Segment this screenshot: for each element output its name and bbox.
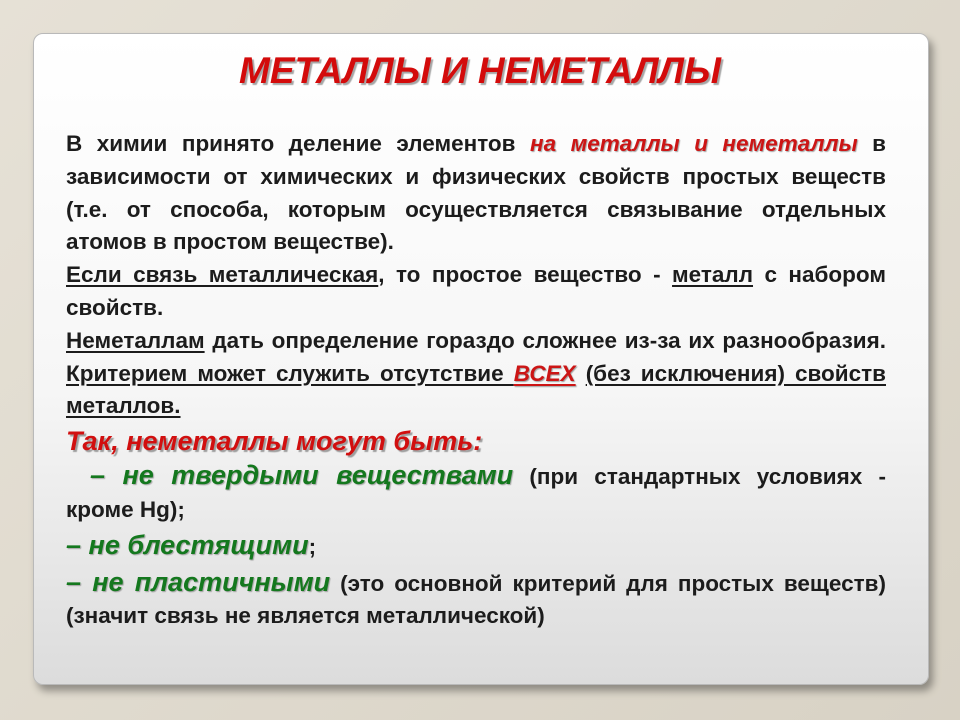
- list-item-not-shiny: [66, 529, 886, 564]
- body-text: [66, 128, 886, 633]
- item-note: ;: [308, 533, 317, 559]
- list-item-not-solid: [66, 459, 886, 527]
- nonmetal-definition-text: дать определение гораздо сложнее из-за их разнообразия.: [204, 327, 886, 353]
- item-note: (при стандартных условиях - кроме Hg);: [66, 464, 886, 522]
- slide-title: МЕТАЛЛЫ И НЕМЕТАЛЛЫ: [239, 50, 721, 91]
- item-prefix: –: [90, 460, 123, 491]
- metals-nonmetals-highlight: на металлы и неметаллы: [530, 131, 858, 156]
- item-term: не блестящими: [88, 529, 309, 560]
- paragraph-metal-definition: [66, 259, 886, 325]
- item-term: не пластичными: [92, 566, 331, 597]
- criterion-phrase: Критерием может служить отсутствие: [66, 360, 514, 386]
- paragraph-nonmetal-definition: [66, 325, 886, 423]
- paragraph-intro: [66, 128, 886, 259]
- metallic-bond-phrase: Если связь металлическая: [66, 262, 379, 288]
- criterion-tail: (без исключения) свойств металлов.: [66, 360, 886, 419]
- metal-definition-tail: с набором свойств.: [66, 262, 886, 320]
- all-word: ВСЕХ: [513, 360, 576, 386]
- item-term: не твердыми веществами: [122, 460, 514, 491]
- metal-definition-text: , то простое вещество -: [378, 262, 673, 288]
- intro-tail: в зависимости от химических и физических свойств простых веществ (т.е. от способа, которым осуществляется связывание отдельных атомов в простом веществе).: [66, 131, 887, 255]
- item-prefix: –: [66, 529, 89, 560]
- item-prefix: –: [66, 566, 93, 597]
- item-note: (это основной критерий для простых веществ) (значит связь не является металлической): [66, 570, 886, 629]
- subheading: Так, неметаллы могут быть:: [66, 426, 483, 457]
- intro-text: В химии принято деление элементов: [66, 131, 530, 156]
- metal-term: металл: [672, 262, 754, 288]
- list-item-not-plastic: [66, 566, 886, 634]
- nonmetals-term: Неметаллам: [66, 327, 205, 353]
